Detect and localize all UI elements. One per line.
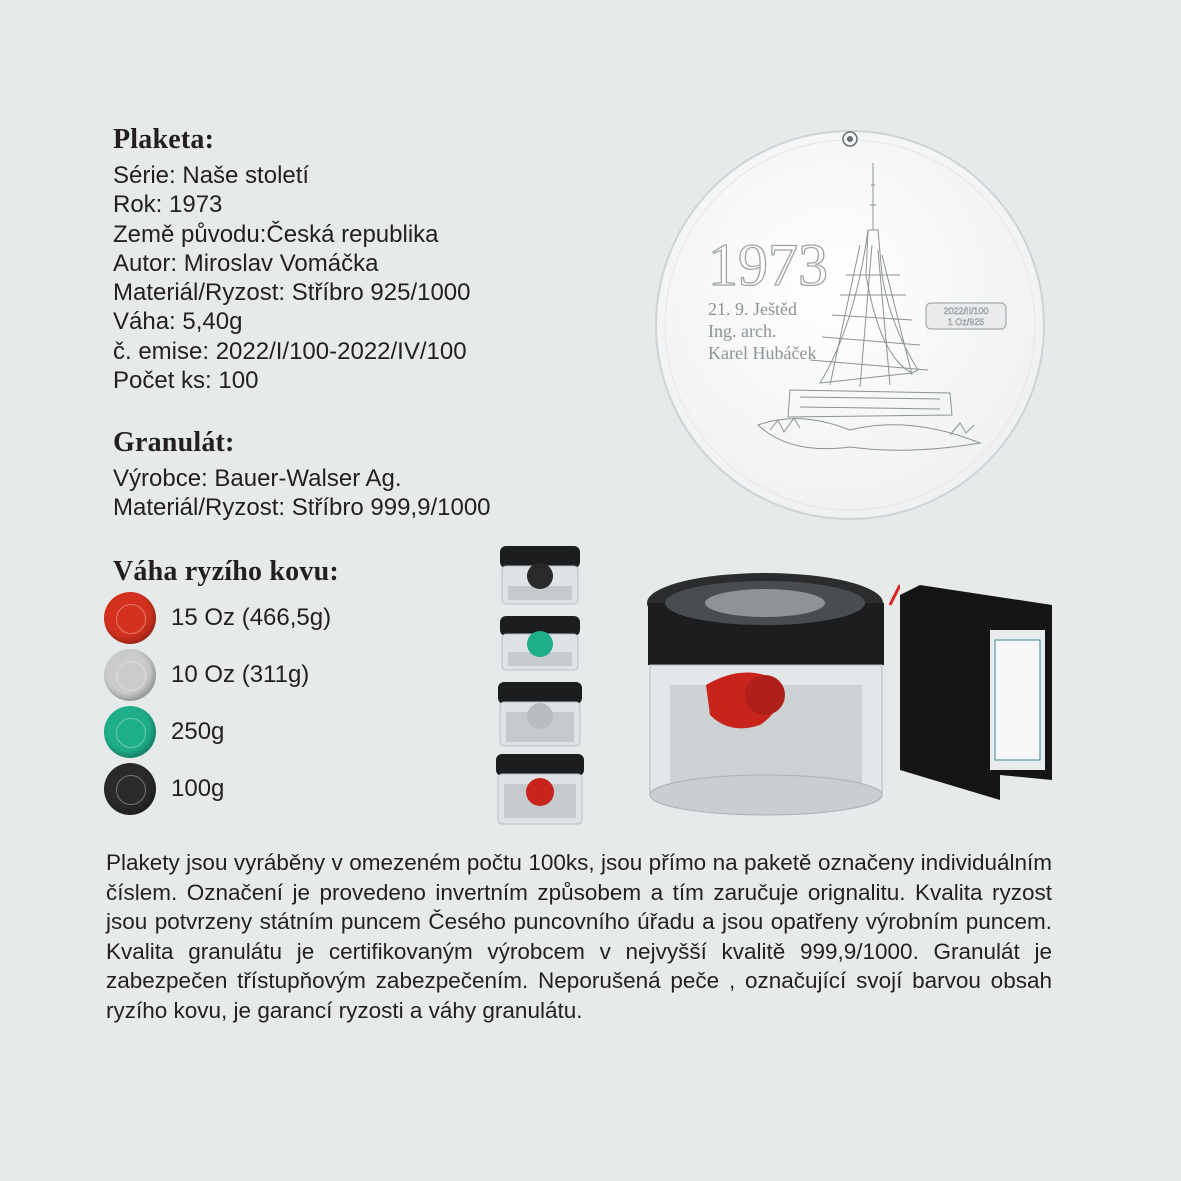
detail-weight: Váha: 5,40g [113, 308, 243, 336]
emission-stamp [926, 303, 1006, 329]
granulat-producer: Výrobce: Bauer-Walser Ag. [113, 465, 402, 492]
legend-label: 250g [171, 718, 225, 745]
granulat-heading: Granulát: [113, 427, 235, 458]
detail-year: Rok: 1973 [113, 191, 223, 219]
certificate-image [890, 575, 1060, 805]
plaketa-heading: Plaketa: [113, 124, 215, 155]
legend-label: 10 Oz (311g) [171, 661, 310, 688]
detail-material: Materiál/Ryzost: Stříbro 925/1000 [113, 279, 471, 307]
medal-line: 21. 9. Ještěd [708, 299, 797, 319]
medal-year: 1973 [708, 232, 828, 298]
medal-image [650, 125, 1060, 525]
silver-seal-icon [104, 649, 156, 701]
medal-line: Karel Hubáček [708, 343, 817, 363]
jar-10oz [498, 682, 582, 746]
detail-count: Počet ks: 100 [113, 367, 259, 395]
jar-250g [500, 616, 580, 670]
plaketa-details [113, 161, 471, 395]
granulat-details [113, 464, 491, 523]
granulat-material: Materiál/Ryzost: Stříbro 999,9/1000 [113, 494, 491, 522]
large-jar-image [630, 565, 900, 825]
detail-emission: č. emise: 2022/I/100-2022/IV/100 [113, 337, 467, 365]
legend-label: 15 Oz (466,5g) [171, 604, 332, 631]
legend-label: 100g [171, 775, 225, 802]
description-paragraph: Plakety jsou vyráběny v omezeném počtu 100ks, jsou přímo na paketě označeny individuálním číslem. Označení je provedeno invertním způsobem a tím zaručuje orignalitu. Kvalita ryzost jsou potvrzeny státním puncem Česého puncovního úřadu a jsou opatřeny výrobním puncem. Kvalita granulátu je certifikovaným výrobcem v nejvyšší kvalitě 999,9/1000. Granulát je zabezpečen třístupňovým zabezpečením. Neporušená peče , označující svojí barvou obsah ryzího kovu, je garancí ryzosti a váhy granulátu. [106, 850, 1052, 1023]
medal-line: Ing. arch. [708, 321, 777, 341]
legend-item-15oz [104, 593, 331, 643]
detail-country: Země původu:Česká republika [113, 220, 439, 248]
red-seal-icon [104, 592, 156, 644]
black-seal-icon [104, 763, 156, 815]
legend-item-10oz [104, 650, 309, 700]
stamp-line: 1 Oz/925 [947, 317, 985, 327]
green-seal-icon [104, 706, 156, 758]
stamp-line: 2022/II/100 [943, 306, 989, 316]
detail-series: Série: Naše století [113, 162, 310, 189]
small-jars-image [490, 540, 590, 830]
legend-item-100g [104, 764, 224, 814]
vaha-heading: Váha ryzího kovu: [113, 556, 339, 587]
detail-author: Autor: Miroslav Vomáčka [113, 249, 379, 277]
jar-100g [500, 546, 580, 604]
legend-item-250g [104, 707, 224, 757]
jar-15oz [496, 754, 584, 824]
